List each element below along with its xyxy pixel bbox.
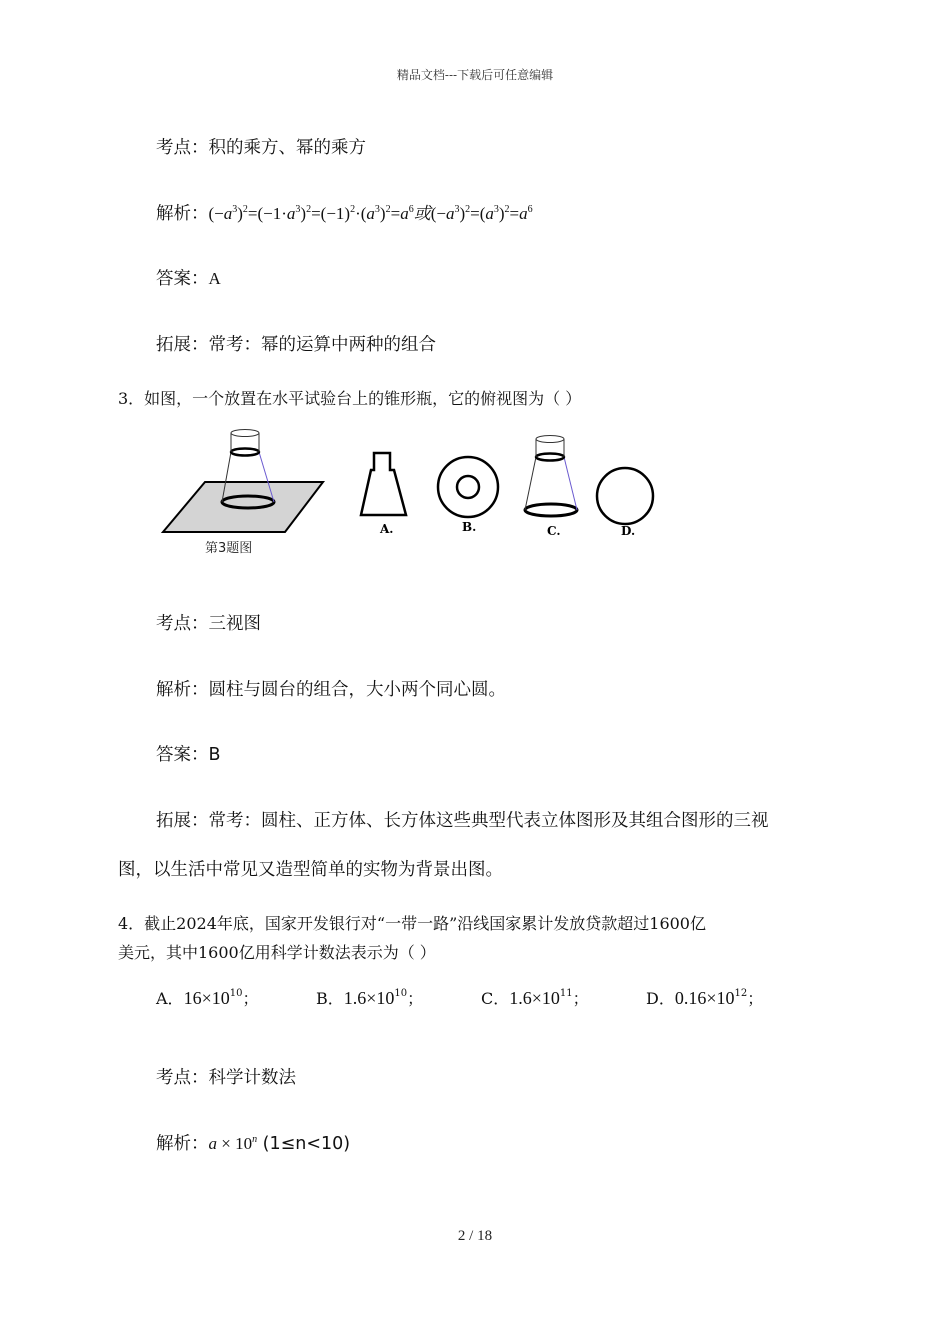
jiexi-formula: $(-a^3)^2=(-1\cdot a^3)^2=(-1)^2\cdot(a^3)^2=a^6$或$(-a^3)^2=(a^3)^2=a^6$: [208, 204, 533, 223]
option-c-label: C.: [547, 524, 561, 538]
kaodian-text: 三视图: [208, 614, 261, 634]
jiexi-label: 解析：: [156, 680, 209, 700]
jiexi-label: 解析：: [156, 204, 209, 224]
kaodian-label: 考点：: [156, 614, 209, 634]
page-header: 精品文档---下载后可任意编辑: [396, 68, 554, 82]
option-a-shape: [361, 453, 406, 515]
q3-tuozhan-cont: 图，以生活中常见又造型简单的实物为背景出图。: [118, 860, 503, 880]
tuozhan-label: 拓展：: [156, 811, 209, 831]
tuozhan-text: 常考：幂的运算中两种的组合: [208, 335, 436, 355]
q4-option-b[interactable]: B．$1.6\times 10^{10}$；: [316, 988, 424, 1008]
q2-tuozhan: [156, 331, 436, 356]
page-number: 2 / 18: [457, 1228, 493, 1244]
kaodian-label: 考点：: [156, 138, 209, 158]
figure-caption: 第3题图: [205, 541, 253, 556]
jiexi-text: (1≤n<10): [257, 1134, 351, 1154]
q3-figure: [155, 425, 675, 560]
q3-question: 3．如图，一个放置在水平试验台上的锥形瓶，它的俯视图为（ ）: [118, 389, 582, 408]
q3-daan: [156, 741, 221, 766]
q2-kaodian: [156, 134, 366, 159]
q2-daan: [156, 265, 221, 290]
kaodian-text: 积的乘方、幂的乘方: [208, 138, 366, 158]
q2-jiexi: [156, 199, 533, 225]
daan-text: A: [208, 269, 221, 288]
jiexi-formula: $a \times 10^n$: [208, 1134, 258, 1153]
q4-kaodian: [156, 1064, 296, 1089]
daan-text: B: [208, 745, 221, 765]
q4-question-line2: 美元，其中1600亿用科学计数法表示为（ ）: [118, 943, 436, 962]
option-b-label: B.: [462, 520, 477, 534]
kaodian-label: 考点：: [156, 1068, 209, 1088]
option-d-shape: [597, 468, 653, 524]
option-b-shape: [438, 457, 498, 517]
q4-option-a[interactable]: A．$16\times 10^{10}$；: [156, 988, 259, 1008]
jiexi-text: 圆柱与圆台的组合，大小两个同心圆。: [208, 680, 506, 700]
kaodian-text: 科学计数法: [208, 1068, 296, 1088]
flask-3d: [222, 430, 274, 509]
jiexi-label: 解析：: [156, 1134, 209, 1154]
q4-question-line1: 4．截止2024年底，国家开发银行对“一带一路”沿线国家累计发放贷款超过1600亿: [118, 914, 706, 933]
q4-option-c[interactable]: C．$1.6\times 10^{11}$；: [481, 988, 589, 1008]
daan-label: 答案：: [156, 269, 209, 289]
daan-label: 答案：: [156, 745, 209, 765]
tuozhan-label: 拓展：: [156, 335, 209, 355]
q4-option-d[interactable]: D．$0.16\times 10^{12}$；: [646, 988, 764, 1008]
q4-jiexi: [156, 1130, 350, 1155]
tuozhan-text-1: 常考：圆柱、正方体、长方体这些典型代表立体图形及其组合图形的三视: [208, 811, 769, 831]
q3-kaodian: [156, 610, 261, 635]
option-d-label: D.: [621, 524, 636, 538]
option-c-shape: [525, 436, 577, 517]
option-a-label: A.: [380, 522, 394, 536]
q3-tuozhan: [156, 807, 769, 832]
q3-jiexi: [156, 676, 506, 701]
